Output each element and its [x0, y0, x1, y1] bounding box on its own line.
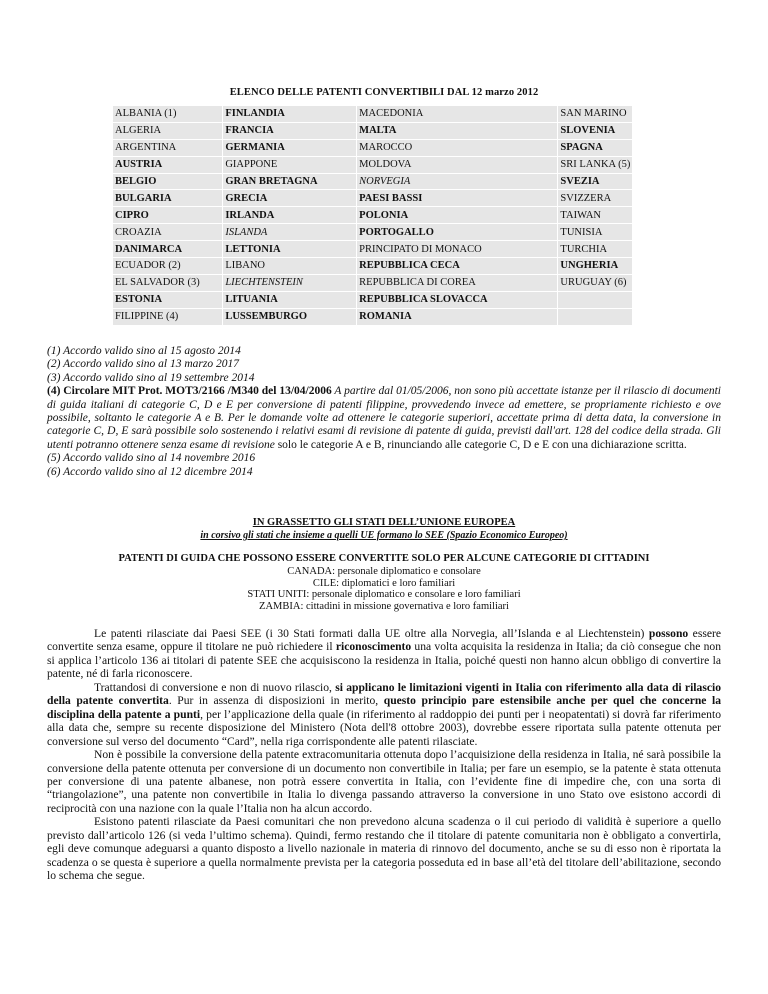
note-4-tail: solo le categorie A e B, rinunciando alle categorie C, D e E con una dichiarazione scritta. [274, 438, 687, 451]
country-cell: ALGERIA [113, 123, 222, 139]
country-cell: BULGARIA [113, 190, 222, 206]
countries-row [113, 241, 632, 257]
see-legend-subheading: in corsivo gli stati che insieme a quelli UE formano lo SEE (Spazio Economico Europeo) [200, 530, 568, 541]
notes-section [47, 345, 721, 479]
country-cell: MACEDONIA [357, 106, 557, 122]
country-cell: LIECHTENSTEIN [223, 275, 356, 291]
country-cell: PAESI BASSI [357, 190, 557, 206]
country-cell: IRLANDA [223, 207, 356, 223]
note-4 [47, 385, 721, 452]
country-cell: ISLANDA [223, 224, 356, 240]
country-cell: UNGHERIA [558, 258, 632, 274]
country-cell: FINLANDIA [223, 106, 356, 122]
country-cell: CIPRO [113, 207, 222, 223]
text-span: Le patenti rilasciate dai Paesi SEE (i 30 Stati formati dalla UE oltre alla Norvegia, all’Islanda e al Liechtenstein) [94, 627, 649, 640]
text-span: essere convertite senza esame, oppure il titolare ne può richiedere il [47, 627, 721, 654]
note-2: (2) Accordo valido sino al 13 marzo 2017 [47, 358, 239, 371]
country-cell: ESTONIA [113, 292, 222, 308]
paragraph-expiry: Esistono patenti rilasciate da Paesi comunitari che non prevedono alcuna scadenza o il cui periodo di validità è superiore a quello previsto dall’articolo 126 (si veda l’ultimo schema). Quindi, fermo restando che il titolare di patente comunitaria non è obbligato a convertirla, egli deve comunque adeguarsi a quanto disposto a livello nazionale in materia di rinnovo del documento, anche se su di esso non è riportata la scadenza o se questa è superiore a quella normalmente prevista per la categoria posseduta ed in base all’età del titolare dell’abilitazione, secondo lo schema che segue. [47, 815, 721, 883]
country-cell: FRANCIA [223, 123, 356, 139]
countries-row [113, 258, 632, 274]
country-cell: PORTOGALLO [357, 224, 557, 240]
country-cell: SPAGNA [558, 140, 632, 156]
country-cell: DANIMARCA [113, 241, 222, 257]
country-cell: TUNISIA [558, 224, 632, 240]
countries-row [113, 123, 632, 139]
country-cell: PRINCIPATO DI MONACO [357, 241, 557, 257]
emphasis: possono [648, 627, 689, 640]
countries-table-body [113, 106, 632, 325]
paragraph-limitations [47, 681, 721, 748]
eu-legend-heading: IN GRASSETTO GLI STATI DELL’UNIONE EUROPEA [252, 517, 516, 528]
country-cell: MAROCCO [357, 140, 557, 156]
emphasis: questo principio pare estensibile anche per quel che concerne la disciplina della patente a punti [47, 694, 721, 721]
country-cell: URUGUAY (6) [558, 275, 632, 291]
country-cell: BELGIO [113, 174, 222, 190]
country-cell: EL SALVADOR (3) [113, 275, 222, 291]
country-cell: ROMANIA [357, 309, 557, 325]
country-cell: SVIZZERA [558, 190, 632, 206]
category-item: ZAMBIA: cittadini in missione governativa e loro familiari [259, 600, 509, 612]
note-4-reference: (4) Circolare MIT Prot. MOT3/2166 /M340 del 13/04/2006 [47, 385, 332, 398]
country-cell: ALBANIA (1) [113, 106, 222, 122]
country-cell: LETTONIA [223, 241, 356, 257]
country-cell: SVEZIA [558, 174, 632, 190]
country-cell [558, 309, 632, 325]
country-cell: CROAZIA [113, 224, 222, 240]
country-cell: MOLDOVA [357, 157, 557, 173]
body-text [47, 627, 721, 883]
country-cell: ARGENTINA [113, 140, 222, 156]
countries-row [113, 275, 632, 291]
note-5: (5) Accordo valido sino al 14 novembre 2016 [47, 452, 256, 465]
countries-row [113, 157, 632, 173]
countries-row [113, 190, 632, 206]
countries-row [113, 140, 632, 156]
note-3: (3) Accordo valido sino al 19 settembre 2014 [47, 371, 255, 384]
country-cell: NORVEGIA [357, 174, 557, 190]
countries-row [113, 309, 632, 325]
note-4-text: A partire dal 01/05/2006, non sono più accettate istanze per il rilascio di documenti di guida italiani di categorie C, D e E per conversione di patenti filippine, provvedendo invece ad emettere, se propriamente richiesto e ove possibile, soltanto le categorie A e B. Per le domande volte ad ottenere le categorie superiori, accettate prima di detta data, la conversione in categorie C, D, E sarà possibile solo sostenendo i relativi esami di revisione di patente di guida, previsti dall'art. 128 del codice della strada. Gli utenti potranno ottenere senza esame di revisione [47, 385, 721, 451]
country-cell: GRAN BRETAGNA [223, 174, 356, 190]
country-cell: REPUBBLICA DI COREA [357, 275, 557, 291]
note-1: (1) Accordo valido sino al 15 agosto 2014 [47, 345, 241, 357]
paragraph-see [47, 627, 721, 681]
emphasis: si applicano le limitazioni vigenti in Italia con riferimento alla data di rilascio della patente convertita [47, 680, 721, 708]
countries-row [113, 292, 632, 308]
note-6: (6) Accordo valido sino al 12 dicembre 2014 [47, 465, 253, 478]
country-cell: TURCHIA [558, 241, 632, 257]
country-cell [558, 292, 632, 308]
text-span: una volta acquisita la residenza in Italia; da ciò consegue che non si applica l’articolo 136 ai titolari di patente SEE che acquisiscono la residenza in Italia, poiché questi non hanno alcun obbligo di convertire la patente, né di farla riconoscere. [47, 640, 721, 681]
country-cell: REPUBBLICA SLOVACCA [357, 292, 557, 308]
country-cell: TAIWAN [558, 207, 632, 223]
country-cell: LITUANIA [223, 292, 356, 308]
country-cell: SRI LANKA (5) [558, 157, 632, 173]
emphasis: riconoscimento [335, 640, 412, 654]
country-cell: LUSSEMBURGO [223, 309, 356, 325]
category-item: STATI UNITI: personale diplomatico e consolare e loro familiari [247, 589, 521, 601]
document-title: ELENCO DELLE PATENTI CONVERTIBILI DAL 12 marzo 2012 [229, 87, 539, 98]
country-cell: GRECIA [223, 190, 356, 206]
country-cell: POLONIA [357, 207, 557, 223]
country-cell: MALTA [357, 123, 557, 139]
category-item: CANADA: personale diplomatico e consolare [287, 566, 481, 577]
country-cell: REPUBBLICA CECA [357, 258, 557, 274]
text-span: , per l’applicazione della quale (in riferimento al raddoppio dei punti per i neopatentati) si dovrà far riferimento alla data che, sempre su recente disposizione del Ministero (Nota dell'8 ottobre 2003), dovrebbe essere riportata sulla patente ottenuta per conversione sul verso del documento “Card”, nella riga corrispondente alle patenti rilasciate. [47, 707, 721, 748]
country-cell: SAN MARINO [558, 106, 632, 122]
country-cell: AUSTRIA [113, 157, 222, 173]
countries-row [113, 106, 632, 122]
category-list [0, 566, 768, 612]
category-item: CILE: diplomatici e loro familiari [312, 577, 456, 589]
country-cell: FILIPPINE (4) [113, 309, 222, 325]
countries-row [113, 174, 632, 190]
country-cell: SLOVENIA [558, 123, 632, 139]
country-cell: LIBANO [223, 258, 356, 274]
country-cell: GIAPPONE [223, 157, 356, 173]
country-cell: ECUADOR (2) [113, 258, 222, 274]
countries-row [113, 207, 632, 223]
paragraph-triangulation: Non è possibile la conversione della patente extracomunitaria ottenuta dopo l’acquisizione della residenza in Italia, né sarà possibile la conversione della patente ottenuta per conversione di un documento non convertibile in Italia; per fare un esempio, se la patente è stata ottenuta per conversione di una patente albanese, non potrà essere convertita in Italia, con l’evidente fine di impedire che, con una sorta di “triangolazione”, una patente non convertibile in Italia lo divenga passando attraverso la conversione in uno Stato ove esistono accordi di reciprocità con una nazione con la quale l’Italia non ha alcun accordo. [47, 748, 721, 815]
text-span: Trattandosi di conversione e non di nuovo rilascio, [94, 680, 336, 694]
text-span: . Pur in assenza di disposizioni in merito, [168, 694, 384, 708]
countries-row [113, 224, 632, 240]
country-cell: GERMANIA [223, 140, 356, 156]
countries-table [112, 105, 633, 326]
category-heading: PATENTI DI GUIDA CHE POSSONO ESSERE CONVERTITE SOLO PER ALCUNE CATEGORIE DI CITTADINI [118, 553, 650, 564]
